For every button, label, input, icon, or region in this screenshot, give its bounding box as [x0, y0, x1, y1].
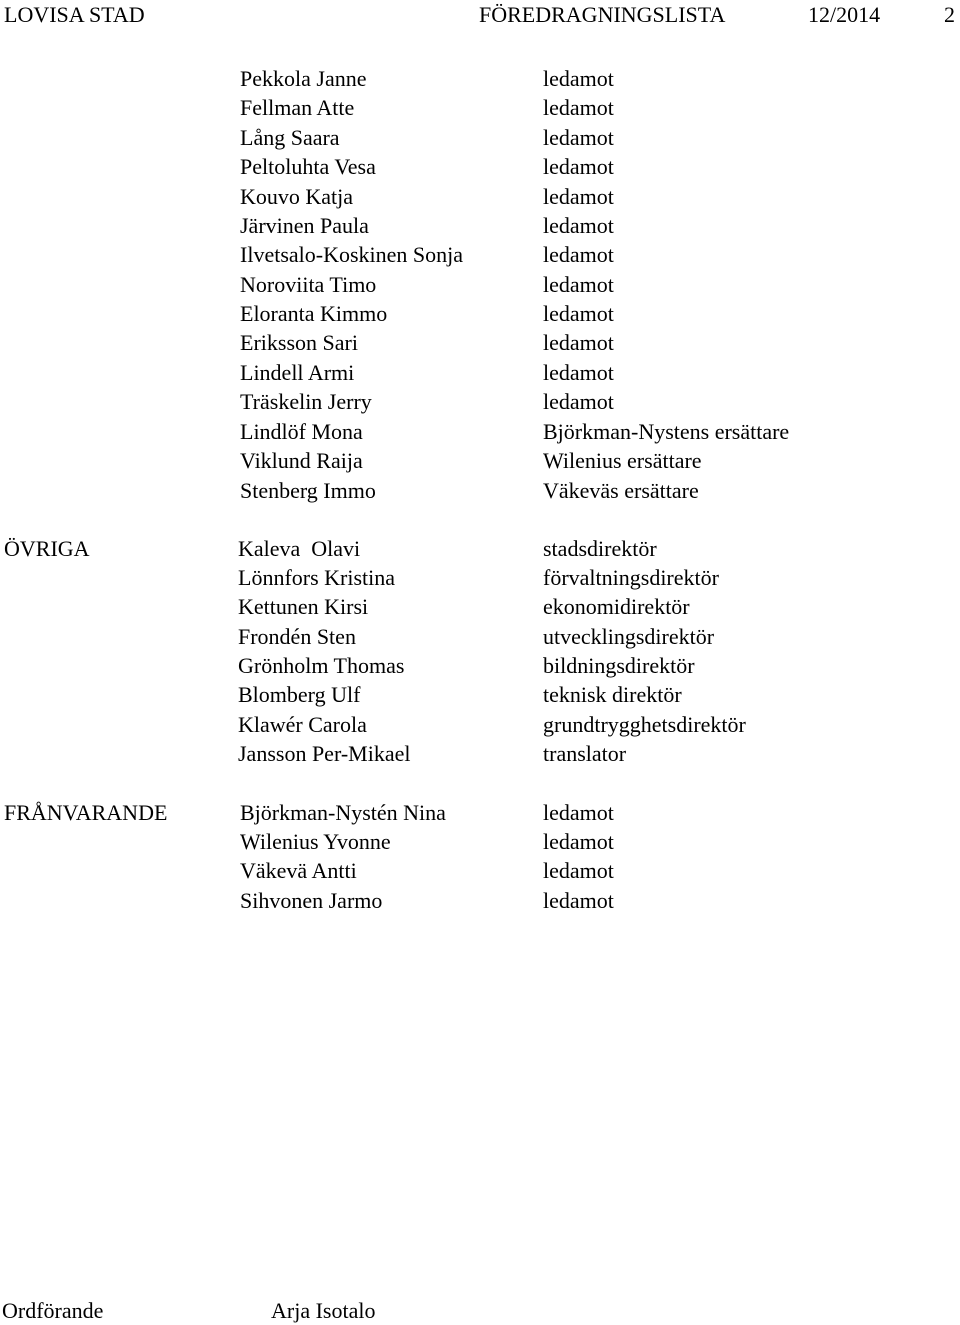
member-name: Stenberg Immo: [240, 478, 376, 503]
absent-name: Väkevä Antti: [240, 858, 357, 883]
list-item: [0, 68, 960, 97]
list-item: [0, 244, 960, 273]
member-role: ledamot: [543, 125, 614, 150]
absent-name: Wilenius Yvonne: [240, 829, 391, 854]
member-name: Lindlöf Mona: [240, 419, 363, 444]
list-item: [0, 538, 960, 567]
member-role: Björkman-Nystens ersättare: [543, 419, 790, 444]
member-name: Eloranta Kimmo: [240, 301, 388, 326]
section-label-ovriga: ÖVRIGA: [4, 536, 90, 561]
document-title: FÖREDRAGNINGSLISTA: [479, 2, 726, 27]
list-item: [0, 743, 960, 772]
member-name: Kouvo Katja: [240, 184, 354, 209]
absent-role: ledamot: [543, 888, 614, 913]
staff-name: Kaleva Olavi: [238, 536, 361, 561]
list-item: [0, 362, 960, 391]
list-item: [0, 274, 960, 303]
list-item: [0, 97, 960, 126]
list-item: [0, 567, 960, 596]
list-item: [0, 480, 960, 509]
staff-role: ekonomidirektör: [543, 594, 690, 619]
list-item: [0, 215, 960, 244]
member-role: ledamot: [543, 330, 614, 355]
staff-name: Frondén Sten: [238, 624, 356, 649]
member-name: Noroviita Timo: [240, 272, 377, 297]
list-item: [0, 391, 960, 420]
member-name: Viklund Raija: [240, 448, 363, 473]
member-name: Lindell Armi: [240, 360, 355, 385]
list-item: [0, 714, 960, 743]
member-role: Väkeväs ersättare: [543, 478, 699, 503]
member-name: Fellman Atte: [240, 95, 355, 120]
list-item: [0, 831, 960, 860]
chair-name: Arja Isotalo: [271, 1298, 376, 1323]
list-item: [0, 802, 960, 831]
list-item: [0, 860, 960, 889]
member-role: ledamot: [543, 301, 614, 326]
list-item: [0, 303, 960, 332]
staff-name: Grönholm Thomas: [238, 653, 405, 678]
member-name: Lång Saara: [240, 125, 340, 150]
absent-role: ledamot: [543, 858, 614, 883]
staff-name: Kettunen Kirsi: [238, 594, 369, 619]
member-name: Eriksson Sari: [240, 330, 358, 355]
staff-role: teknisk direktör: [543, 682, 682, 707]
issue-number: 12/2014: [808, 2, 881, 27]
member-role: ledamot: [543, 389, 614, 414]
member-role: ledamot: [543, 242, 614, 267]
member-name: Järvinen Paula: [240, 213, 369, 238]
member-name: Peltoluhta Vesa: [240, 154, 376, 179]
member-name: Ilvetsalo-Koskinen Sonja: [240, 242, 464, 267]
member-role: ledamot: [543, 184, 614, 209]
staff-role: translator: [543, 741, 627, 766]
list-item: [0, 332, 960, 361]
staff-name: Klawér Carola: [238, 712, 367, 737]
staff-role: bildningsdirektör: [543, 653, 695, 678]
list-item: [0, 127, 960, 156]
org-name: LOVISA STAD: [4, 2, 145, 27]
list-item: [0, 684, 960, 713]
list-item: [0, 186, 960, 215]
member-name: Pekkola Janne: [240, 66, 367, 91]
list-item: [0, 596, 960, 625]
member-name: Träskelin Jerry: [240, 389, 372, 414]
member-role: Wilenius ersättare: [543, 448, 702, 473]
absent-name: Sihvonen Jarmo: [240, 888, 383, 913]
list-item: [0, 890, 960, 919]
list-item: [0, 156, 960, 185]
member-role: ledamot: [543, 213, 614, 238]
section-label-franvarande: FRÅNVARANDE: [4, 800, 168, 825]
absent-role: ledamot: [543, 800, 614, 825]
member-role: ledamot: [543, 272, 614, 297]
staff-role: grundtrygghetsdirektör: [543, 712, 746, 737]
list-item: [0, 450, 960, 479]
chair-label: Ordförande: [2, 1298, 104, 1323]
staff-role: stadsdirektör: [543, 536, 657, 561]
list-item: [0, 655, 960, 684]
member-role: ledamot: [543, 360, 614, 385]
member-role: ledamot: [543, 154, 614, 179]
list-item: [0, 626, 960, 655]
absent-role: ledamot: [543, 829, 614, 854]
page-number: 2: [944, 2, 955, 27]
absent-name: Björkman-Nystén Nina: [240, 800, 446, 825]
list-item: [0, 421, 960, 450]
staff-name: Jansson Per-Mikael: [238, 741, 411, 766]
member-role: ledamot: [543, 95, 614, 120]
member-role: ledamot: [543, 66, 614, 91]
staff-name: Blomberg Ulf: [238, 682, 361, 707]
staff-role: förvaltningsdirektör: [543, 565, 719, 590]
staff-name: Lönnfors Kristina: [238, 565, 396, 590]
staff-role: utvecklingsdirektör: [543, 624, 715, 649]
